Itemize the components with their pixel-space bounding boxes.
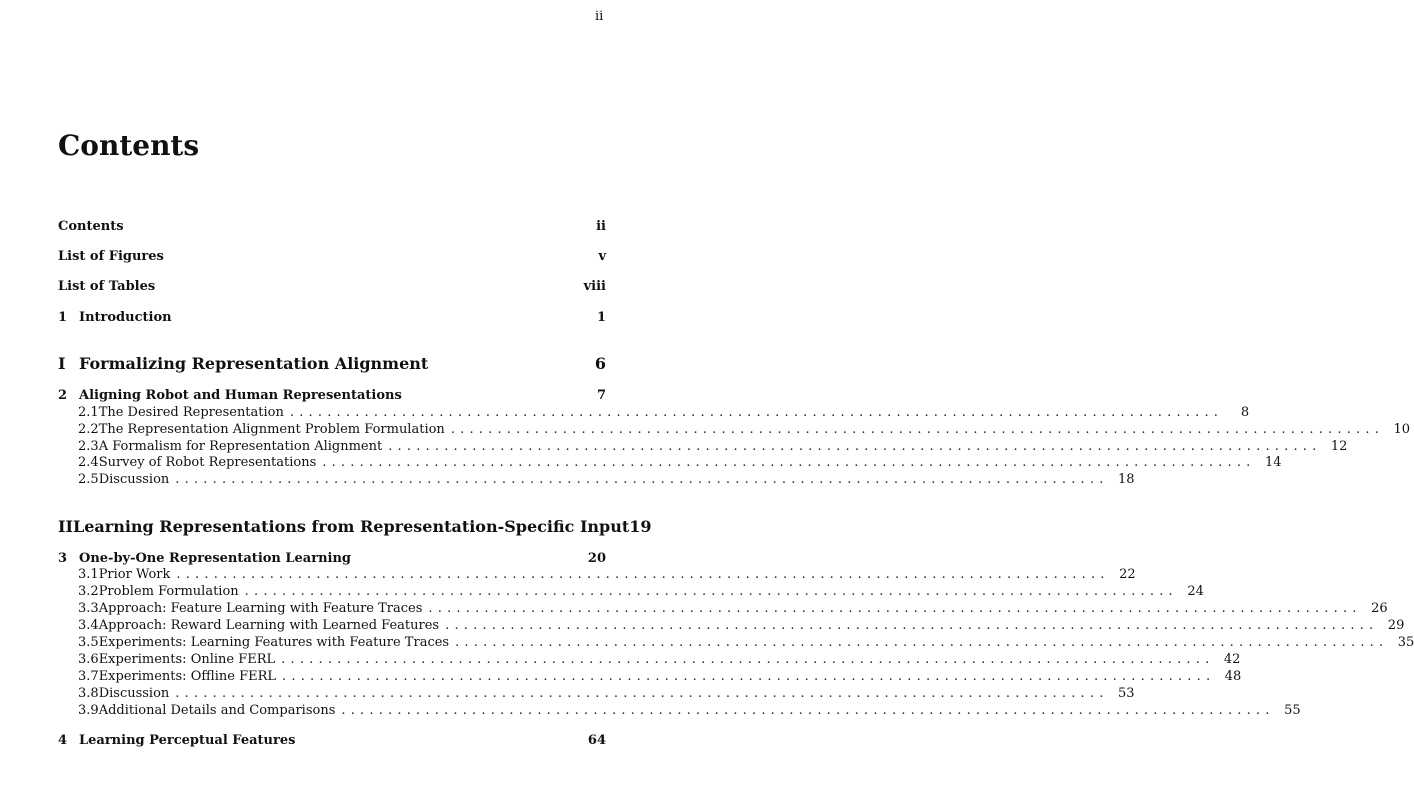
toc-entry-list-of-tables[interactable]	[58, 279, 606, 295]
section-title: Discussion	[98, 686, 170, 701]
section-page: 35	[1397, 635, 1414, 650]
chapter-number: 3	[58, 551, 68, 566]
toc-section[interactable]	[58, 584, 1204, 600]
part-page: 19	[629, 517, 652, 536]
toc-entry-label: Contents	[58, 219, 124, 234]
chapter-page: 1	[596, 310, 606, 325]
section-page: 24	[1187, 584, 1204, 599]
section-title: Prior Work	[98, 567, 171, 582]
section-number: 2.5	[78, 472, 99, 487]
section-page: 12	[1330, 439, 1348, 454]
dot-leader: ....................................................................................................	[428, 601, 1362, 616]
chapter-page: 7	[596, 388, 606, 403]
toc-entry-page: v	[598, 249, 606, 264]
section-number: 3.1	[78, 567, 99, 582]
toc-section[interactable]	[58, 455, 1282, 471]
section-title: The Representation Alignment Problem Formulation	[98, 422, 445, 437]
toc-section[interactable]	[58, 652, 1241, 668]
part-title: Learning Representations from Representation-Specific Input	[72, 517, 630, 536]
section-number: 3.2	[78, 584, 99, 599]
section-page: 18	[1117, 472, 1135, 487]
section-number: 2.1	[78, 405, 99, 420]
chapter-number: 2	[58, 388, 68, 403]
toc-chapter-3[interactable]	[58, 551, 606, 567]
dot-leader: ....................................................................................................	[341, 703, 1275, 718]
dot-leader: ....................................................................................................	[176, 567, 1110, 582]
toc-section[interactable]	[58, 686, 1135, 702]
toc-section[interactable]	[58, 703, 1301, 719]
toc-part-1[interactable]	[58, 354, 606, 374]
section-number: 3.4	[78, 618, 99, 633]
part-number: I	[58, 354, 66, 373]
toc-chapter-4[interactable]	[58, 733, 606, 749]
section-title: Discussion	[98, 472, 170, 487]
chapter-page: 20	[587, 551, 606, 566]
toc-section[interactable]	[58, 422, 1411, 438]
section-page: 48	[1224, 669, 1242, 684]
dot-leader: ....................................................................................................	[244, 584, 1178, 599]
toc-entry-contents[interactable]	[58, 219, 606, 235]
toc-chapter-2[interactable]	[58, 388, 606, 404]
section-number: 2.4	[78, 455, 99, 470]
toc-entry-page: viii	[583, 279, 606, 294]
section-number: 3.5	[78, 635, 99, 650]
chapter-page: 64	[587, 733, 606, 748]
chapter-number: 4	[58, 733, 68, 748]
toc-chapter-1[interactable]	[58, 310, 606, 326]
part-title: Formalizing Representation Alignment	[79, 354, 429, 373]
dot-leader: ....................................................................................................	[445, 618, 1379, 633]
toc-entry-list-of-figures[interactable]	[58, 249, 606, 265]
section-title: The Desired Representation	[98, 405, 284, 420]
section-title: Experiments: Offline FERL	[98, 669, 277, 684]
toc-section[interactable]	[58, 472, 1135, 488]
toc-entry-page: ii	[596, 219, 606, 234]
section-page: 29	[1387, 618, 1405, 633]
section-number: 3.9	[78, 703, 99, 718]
section-page: 10	[1393, 422, 1411, 437]
toc-section[interactable]	[58, 567, 1136, 583]
section-title: Approach: Reward Learning with Learned Features	[98, 618, 440, 633]
dot-leader: ....................................................................................................	[388, 439, 1322, 454]
dot-leader: ....................................................................................................	[282, 669, 1216, 684]
toc-entry-label: List of Figures	[58, 249, 164, 264]
section-title: Approach: Feature Learning with Feature Traces	[98, 601, 423, 616]
page-title: Contents	[58, 129, 200, 162]
section-page: 53	[1117, 686, 1135, 701]
toc-section[interactable]	[58, 439, 1348, 455]
dot-leader: ....................................................................................................	[322, 455, 1256, 470]
section-page: 8	[1240, 405, 1250, 420]
section-number: 3.8	[78, 686, 99, 701]
dot-leader: ....................................................................................................	[175, 686, 1109, 701]
toc-entry-label: List of Tables	[58, 279, 156, 294]
section-number: 3.6	[78, 652, 99, 667]
toc-section[interactable]	[58, 405, 1250, 421]
section-number: 3.7	[78, 669, 99, 684]
chapter-title: One-by-One Representation Learning	[79, 551, 352, 566]
page-number: ii	[595, 9, 604, 24]
dot-leader: ....................................................................................................	[450, 422, 1385, 437]
dot-leader: ....................................................................................................	[175, 472, 1109, 487]
part-page: 6	[594, 354, 606, 373]
toc-section[interactable]	[58, 601, 1388, 617]
dot-leader: ....................................................................................................	[281, 652, 1215, 667]
section-title: Problem Formulation	[98, 584, 239, 599]
toc-part-2[interactable]	[58, 517, 652, 537]
section-title: Additional Details and Comparisons	[98, 703, 336, 718]
dot-leader: ....................................................................................................	[289, 405, 1224, 420]
part-number: II	[58, 517, 73, 536]
section-page: 14	[1264, 455, 1282, 470]
toc-section[interactable]	[58, 618, 1405, 634]
section-title: Survey of Robot Representations	[98, 455, 317, 470]
section-number: 3.3	[78, 601, 99, 616]
chapter-title: Aligning Robot and Human Representations	[79, 388, 402, 403]
section-title: A Formalism for Representation Alignment	[98, 439, 383, 454]
section-page: 55	[1284, 703, 1301, 718]
section-number: 2.2	[78, 422, 99, 437]
section-number: 2.3	[78, 439, 99, 454]
section-title: Experiments: Learning Features with Feature Traces	[98, 635, 450, 650]
section-page: 26	[1371, 601, 1388, 616]
dot-leader: ....................................................................................................	[455, 635, 1389, 650]
chapter-title: Introduction	[79, 310, 172, 325]
toc-section[interactable]	[58, 635, 1414, 651]
chapter-title: Learning Perceptual Features	[79, 733, 296, 748]
section-page: 42	[1223, 652, 1241, 667]
chapter-number: 1	[58, 310, 68, 325]
toc-section[interactable]	[58, 669, 1242, 685]
section-title: Experiments: Online FERL	[98, 652, 276, 667]
section-page: 22	[1119, 567, 1136, 582]
